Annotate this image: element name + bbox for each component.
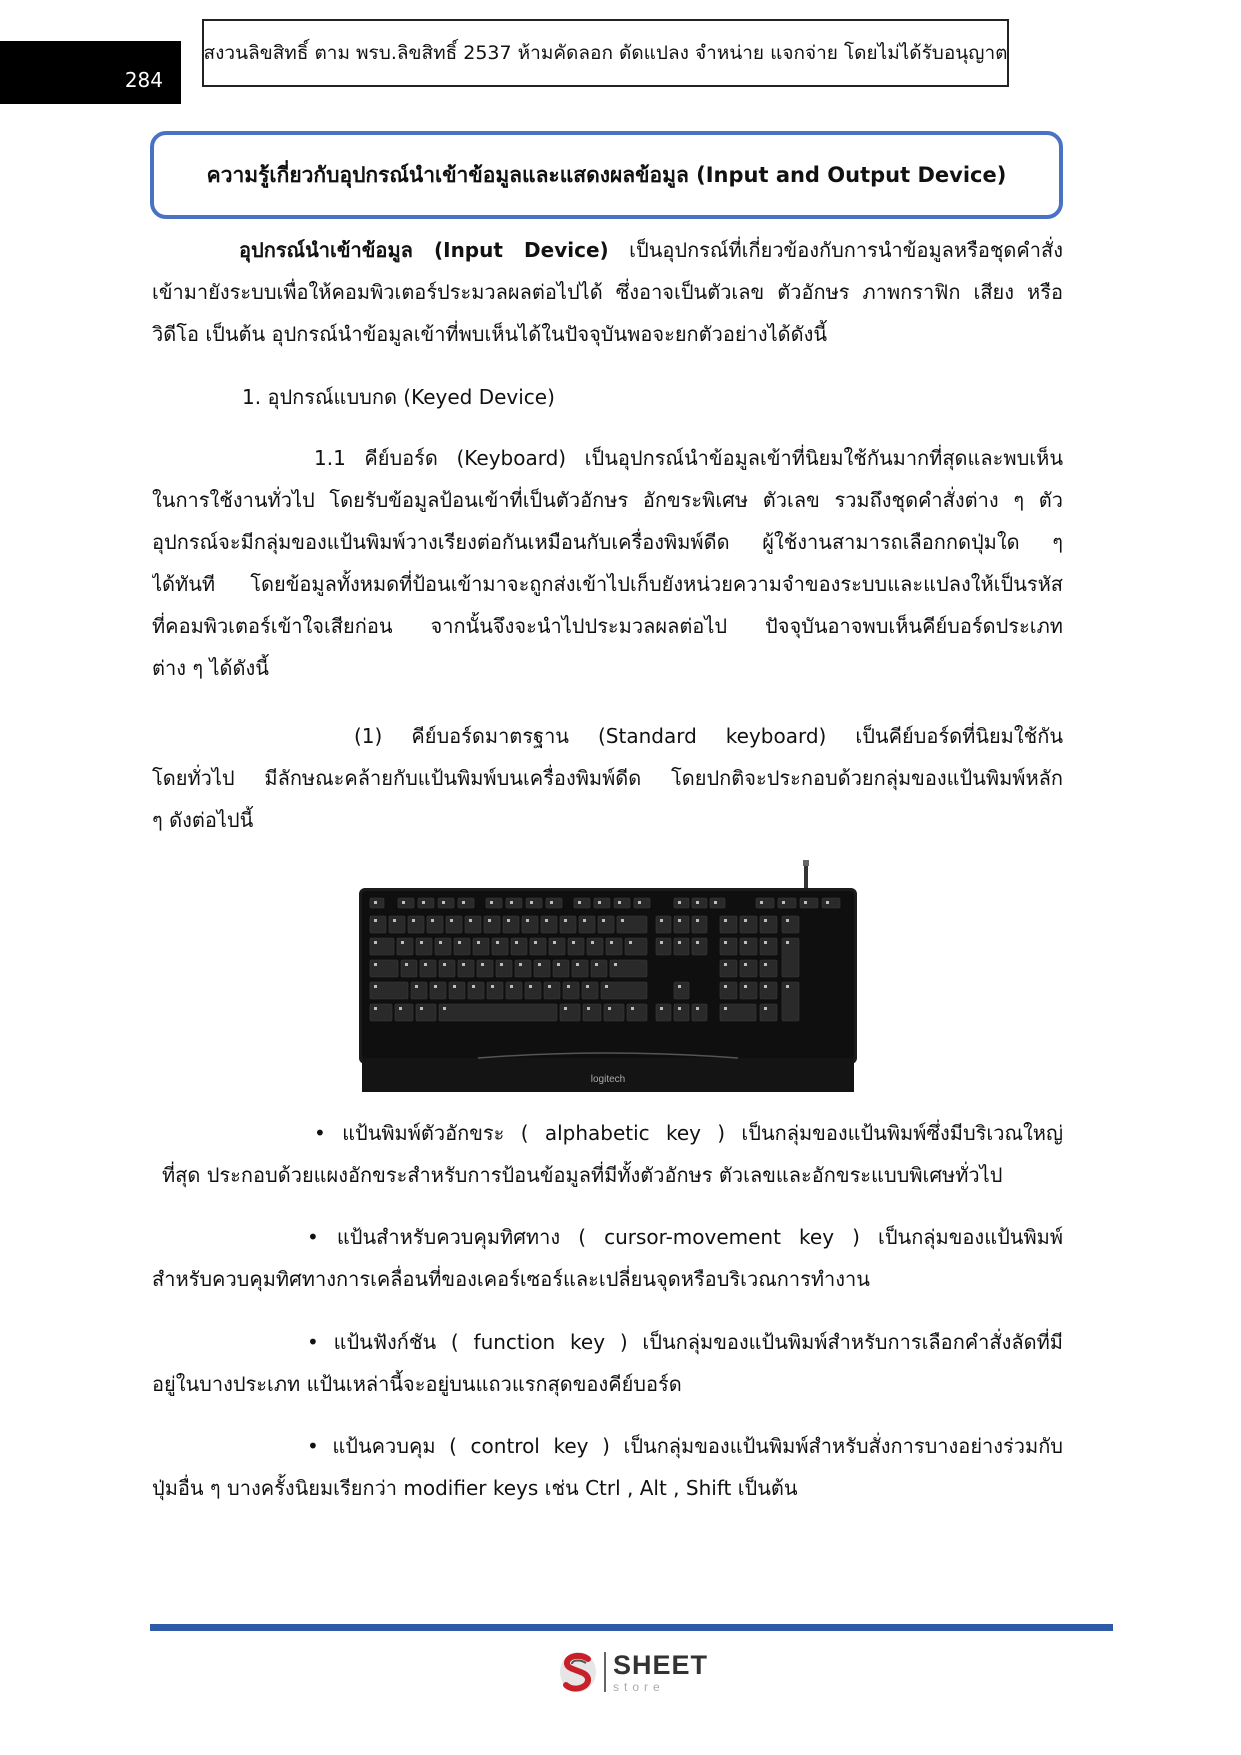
logo-subword: store xyxy=(613,1679,665,1694)
keyboard-key xyxy=(454,938,470,955)
logo-word: SHEET xyxy=(613,1649,709,1680)
key-legend xyxy=(374,919,377,922)
key-legend xyxy=(442,901,445,904)
standard-keyboard-paragraph xyxy=(152,715,1063,841)
key-legend xyxy=(678,941,681,944)
keyboard-key xyxy=(506,898,522,908)
keyboard-key xyxy=(692,938,707,955)
keyboard-key xyxy=(598,916,614,933)
keyboard-key xyxy=(563,982,579,999)
keyboard-illustration xyxy=(358,858,858,1096)
key-legend xyxy=(744,985,747,988)
keyboard-key xyxy=(544,982,560,999)
keyboard-key xyxy=(515,960,531,977)
keyboard-key xyxy=(760,916,777,933)
key-legend xyxy=(415,985,418,988)
keyboard-key xyxy=(435,938,451,955)
keyboard-key xyxy=(587,938,603,955)
key-legend xyxy=(660,919,663,922)
keyboard-key xyxy=(674,1004,689,1021)
key-legend xyxy=(374,1007,377,1010)
keyboard-key xyxy=(530,938,546,955)
keyboard-key xyxy=(560,916,576,933)
keyboard-key xyxy=(468,982,484,999)
key-legend xyxy=(399,1007,402,1010)
key-legend xyxy=(696,901,699,904)
bullet-2-line-2: สำหรับควบคุมทิศทางการเคลื่อนที่ของเคอร์เซอร์และเปลี่ยนจุดหรือบริเวณการทำงาน xyxy=(152,1267,870,1291)
bullet-3-line-2: อยู่ในบางประเภท แป้นเหล่านี้จะอยู่บนแถวแรกสุดของคีย์บอร์ด xyxy=(152,1372,682,1396)
key-legend xyxy=(393,919,396,922)
keyboard-key xyxy=(395,1004,413,1021)
key-legend xyxy=(431,919,434,922)
key-legend xyxy=(583,919,586,922)
key-legend xyxy=(519,963,522,966)
key-legend xyxy=(744,941,747,944)
intro-paragraph xyxy=(152,229,1063,355)
key-legend xyxy=(458,941,461,944)
keyboard-key xyxy=(634,898,650,908)
bullet-control-key xyxy=(152,1425,1063,1509)
intro-line-1-rest: เป็นอุปกรณ์ที่เกี่ยวข้องกับการนำข้อมูลหรือชุดคำสั่ง xyxy=(608,238,1063,262)
key-legend xyxy=(760,901,763,904)
intro-line-1 xyxy=(152,229,1063,271)
key-legend xyxy=(678,919,681,922)
key-legend xyxy=(660,1007,663,1010)
key-legend xyxy=(587,1007,590,1010)
key-legend xyxy=(804,901,807,904)
key-legend xyxy=(515,941,518,944)
keyboard-key xyxy=(625,938,647,955)
key-legend xyxy=(548,985,551,988)
keyboard-key xyxy=(427,916,443,933)
key-legend xyxy=(764,1007,767,1010)
keyboard-key xyxy=(740,960,757,977)
key-legend xyxy=(500,963,503,966)
keyboard-key xyxy=(449,982,465,999)
keyboard-key xyxy=(503,916,519,933)
keyboard-line-4: ได้ทันที โดยข้อมูลทั้งหมดที่ป้อนเข้ามาจะถูกส่งเข้าไปเก็บยังหน่วยความจำของระบบและแปลงให้เป็นรหัส xyxy=(152,572,1063,596)
key-legend xyxy=(530,901,533,904)
key-legend xyxy=(422,901,425,904)
key-legend xyxy=(591,941,594,944)
logo-divider xyxy=(604,1652,606,1692)
key-legend xyxy=(605,985,608,988)
keyboard-key xyxy=(416,938,432,955)
keyboard-key xyxy=(401,960,417,977)
key-legend xyxy=(450,919,453,922)
keyboard-line-5: ที่คอมพิวเตอร์เข้าใจเสียก่อน จากนั้นจึงจะนำไปประมวลผลต่อไป ปัจจุบันอาจพบเห็นคีย์บอร์ดประเภท xyxy=(152,614,1063,638)
key-legend xyxy=(576,963,579,966)
key-legend xyxy=(477,941,480,944)
key-legend xyxy=(420,1007,423,1010)
key-legend xyxy=(374,901,377,904)
keyboard-key xyxy=(591,960,607,977)
keyboard-line-2: ในการใช้งานทั่วไป โดยรับข้อมูลป้อนเข้าที่เป็นตัวอักษร อักขระพิเศษ ตัวเลข รวมถึงชุดคำสั่งต่าง ๆ ตัว xyxy=(152,488,1063,512)
key-legend xyxy=(564,1007,567,1010)
keyboard-key xyxy=(674,982,689,999)
keyboard-key xyxy=(473,938,489,955)
keyboard-key xyxy=(439,1004,557,1021)
key-legend xyxy=(538,963,541,966)
key-legend xyxy=(443,1007,446,1010)
key-legend xyxy=(402,901,405,904)
keyboard-key xyxy=(525,982,541,999)
keyboard-key xyxy=(740,916,757,933)
keyboard-key xyxy=(760,1004,777,1021)
key-legend xyxy=(420,941,423,944)
key-legend xyxy=(374,941,377,944)
key-legend xyxy=(572,941,575,944)
keyboard-key xyxy=(674,916,689,933)
keyboard-key xyxy=(782,938,799,977)
key-legend xyxy=(507,919,510,922)
keyboard-key xyxy=(782,916,799,933)
keyboard-key xyxy=(430,982,446,999)
bullet-4-line-2: ปุ่มอื่น ๆ บางครั้งนิยมเรียกว่า modifier keys เช่น Ctrl , Alt , Shift เป็นต้น xyxy=(152,1476,798,1500)
bullet-alphabetic-key xyxy=(152,1112,1063,1196)
keyboard-key xyxy=(778,898,796,908)
key-legend xyxy=(529,985,532,988)
intro-line-3: วิดีโอ เป็นต้น อุปกรณ์นำข้อมูลเข้าที่พบเห็นได้ในปัจจุบันพอจะยกตัวอย่างได้ดังนี้ xyxy=(152,322,828,346)
keyboard-key xyxy=(487,982,503,999)
keyboard-key xyxy=(389,916,405,933)
keyboard-key xyxy=(370,960,398,977)
key-legend xyxy=(412,919,415,922)
keyboard-key xyxy=(398,898,414,908)
keyboard-key xyxy=(553,960,569,977)
copyright-text: สงวนลิขสิทธิ์ ตาม พรบ.ลิขสิทธิ์ 2537 ห้ามคัดลอก ดัดแปลง จำหน่าย แจกจ่าย โดยไม่ได้รับอนุญาต xyxy=(203,42,1008,64)
section-heading-text: ความรู้เกี่ยวกับอุปกรณ์นำเข้าข้อมูลและแสดงผลข้อมูล (Input and Output Device) xyxy=(206,162,1007,187)
key-legend xyxy=(696,919,699,922)
key-legend xyxy=(696,1007,699,1010)
key-legend xyxy=(453,985,456,988)
keyboard-key xyxy=(560,1004,580,1021)
keyboard-key xyxy=(446,916,462,933)
key-legend xyxy=(469,919,472,922)
key-legend xyxy=(490,901,493,904)
key-legend xyxy=(786,919,789,922)
keyboard-key xyxy=(522,916,538,933)
keyboard-key xyxy=(692,898,707,908)
key-legend xyxy=(638,901,641,904)
key-legend xyxy=(608,1007,611,1010)
keyboard-key xyxy=(656,938,671,955)
keyboard-paragraph xyxy=(152,437,1063,689)
key-legend xyxy=(481,963,484,966)
key-legend xyxy=(724,963,727,966)
keyboard-key xyxy=(370,982,408,999)
page-number: 284 xyxy=(0,41,181,104)
keyboard-line-1: 1.1 คีย์บอร์ด (Keyboard) เป็นอุปกรณ์นำข้อมูลเข้าที่นิยมใช้กันมากที่สุดและพบเห็น xyxy=(314,446,1063,470)
keyboard-key xyxy=(606,938,622,955)
keyboard-key xyxy=(486,898,502,908)
key-legend xyxy=(598,901,601,904)
keyboard-key xyxy=(740,982,757,999)
key-legend xyxy=(488,919,491,922)
key-legend xyxy=(374,963,377,966)
keyboard-key xyxy=(674,938,689,955)
key-legend xyxy=(578,901,581,904)
key-legend xyxy=(595,963,598,966)
keyboard-key xyxy=(692,916,707,933)
key-legend xyxy=(786,941,789,944)
key-legend xyxy=(764,919,767,922)
keyboard-key xyxy=(692,1004,707,1021)
keyboard-key xyxy=(534,960,550,977)
keyboard-key xyxy=(397,938,413,955)
keyboard-key xyxy=(656,916,671,933)
keyboard-key xyxy=(760,960,777,977)
key-legend xyxy=(614,963,617,966)
keyboard-key xyxy=(438,898,454,908)
key-legend xyxy=(678,985,681,988)
key-legend xyxy=(424,963,427,966)
keyboard-key xyxy=(627,1004,647,1021)
bullet-1-line-2: ที่สุด ประกอบด้วยแผงอักขระสำหรับการป้อนข้อมูลที่มีทั้งตัวอักษร ตัวเลขและอักขระแบบพิเศษทั่วไป xyxy=(162,1163,1003,1187)
key-legend xyxy=(534,941,537,944)
keyboard-line-3: อุปกรณ์จะมีกลุ่มของแป้นพิมพ์วางเรียงต่อกันเหมือนกับเครื่องพิมพ์ดีด ผู้ใช้งานสามารถเลือกกดปุ่มใด ๆ xyxy=(152,530,1063,554)
keyboard-key xyxy=(496,960,512,977)
intro-line-2: เข้ามายังระบบเพื่อให้คอมพิวเตอร์ประมวลผลต่อไปได้ ซึ่งอาจเป็นตัวเลข ตัวอักษร ภาพกราฟิก เสียง หรือ xyxy=(152,280,1063,304)
keyboard-key xyxy=(484,916,500,933)
input-device-term: อุปกรณ์นำเข้าข้อมูล (Input Device) xyxy=(239,238,609,262)
key-legend xyxy=(496,941,499,944)
keyboard-key xyxy=(370,938,394,955)
key-legend xyxy=(621,919,624,922)
key-legend xyxy=(714,901,717,904)
keyboard-key xyxy=(656,1004,671,1021)
keyboard-key xyxy=(370,1004,392,1021)
key-legend xyxy=(764,963,767,966)
key-legend xyxy=(472,985,475,988)
keyboard-key xyxy=(526,898,542,908)
standard-line-2: โดยทั่วไป มีลักษณะคล้ายกับแป้นพิมพ์บนเครื่องพิมพ์ดีด โดยปกติจะประกอบด้วยกลุ่มของแป้นพิมพ์หลัก xyxy=(152,766,1063,790)
key-legend xyxy=(510,901,513,904)
keyboard-image xyxy=(358,858,858,1096)
keyboard-key xyxy=(822,898,840,908)
keyboard-key xyxy=(458,898,474,908)
footer-rule xyxy=(150,1624,1113,1631)
keyboard-key xyxy=(420,960,436,977)
key-legend xyxy=(610,941,613,944)
key-legend xyxy=(586,985,589,988)
key-legend xyxy=(439,941,442,944)
keyboard-key xyxy=(546,898,562,908)
key-legend xyxy=(744,963,747,966)
key-legend xyxy=(545,919,548,922)
key-legend xyxy=(618,901,621,904)
key-legend xyxy=(462,963,465,966)
keyboard-key xyxy=(760,982,777,999)
key-legend xyxy=(553,941,556,944)
key-legend xyxy=(782,901,785,904)
key-legend xyxy=(629,941,632,944)
keyboard-key xyxy=(574,898,590,908)
key-legend xyxy=(557,963,560,966)
key-legend xyxy=(443,963,446,966)
section-heading xyxy=(150,131,1063,219)
key-legend xyxy=(764,985,767,988)
item-1-heading-text: 1. อุปกรณ์แบบกด (Keyed Device) xyxy=(242,385,555,409)
copyright-notice xyxy=(202,19,1009,87)
key-legend xyxy=(660,941,663,944)
key-legend xyxy=(724,941,727,944)
key-legend xyxy=(724,919,727,922)
keyboard-key xyxy=(583,1004,601,1021)
keyboard-line-6: ต่าง ๆ ได้ดังนี้ xyxy=(152,656,269,680)
keyboard-key xyxy=(477,960,493,977)
bullet-1-line-1: • แป้นพิมพ์ตัวอักขระ ( alphabetic key ) เป็นกลุ่มของแป้นพิมพ์ซึ่งมีบริเวณใหญ่ xyxy=(314,1121,1063,1145)
key-legend xyxy=(405,963,408,966)
keyboard-key xyxy=(720,938,737,955)
keyboard-key xyxy=(720,960,737,977)
key-legend xyxy=(678,1007,681,1010)
keyboard-key xyxy=(674,898,689,908)
key-legend xyxy=(744,919,747,922)
keyboard-key xyxy=(458,960,474,977)
item-1-heading xyxy=(152,376,1063,418)
key-legend xyxy=(550,901,553,904)
keyboard-key xyxy=(610,960,647,977)
standard-line-1: (1) คีย์บอร์ดมาตรฐาน (Standard keyboard) เป็นคีย์บอร์ดที่นิยมใช้กัน xyxy=(354,724,1063,748)
keyboard-key xyxy=(800,898,818,908)
sheet-store-logo xyxy=(558,1646,738,1698)
bullet-function-key xyxy=(152,1321,1063,1405)
keyboard-key xyxy=(416,1004,436,1021)
key-legend xyxy=(491,985,494,988)
key-legend xyxy=(764,941,767,944)
key-legend xyxy=(462,901,465,904)
keyboard-key xyxy=(411,982,427,999)
key-legend xyxy=(374,985,377,988)
key-legend xyxy=(724,985,727,988)
key-legend xyxy=(631,1007,634,1010)
key-legend xyxy=(678,901,681,904)
keyboard-key xyxy=(418,898,434,908)
key-legend xyxy=(401,941,404,944)
sheet-store-logo-icon xyxy=(558,1649,598,1695)
key-legend xyxy=(786,985,789,988)
keyboard-key xyxy=(740,938,757,955)
key-legend xyxy=(567,985,570,988)
key-legend xyxy=(602,919,605,922)
logo-text xyxy=(613,1649,709,1694)
keyboard-key xyxy=(601,982,647,999)
keyboard-key xyxy=(579,916,595,933)
key-legend xyxy=(724,1007,727,1010)
bullet-4-line-1: • แป้นควบคุม ( control key ) เป็นกลุ่มของแป้นพิมพ์สำหรับสั่งการบางอย่างร่วมกับ xyxy=(307,1434,1063,1458)
key-legend xyxy=(510,985,513,988)
key-legend xyxy=(696,941,699,944)
keyboard-key xyxy=(614,898,630,908)
keyboard-key xyxy=(782,982,799,1021)
keyboard-key xyxy=(370,916,386,933)
key-legend xyxy=(434,985,437,988)
keyboard-key xyxy=(720,916,737,933)
keyboard-key xyxy=(492,938,508,955)
keyboard-key xyxy=(572,960,588,977)
standard-line-3: ๆ ดังต่อไปนี้ xyxy=(152,808,254,832)
keyboard-brand-label: logitech xyxy=(590,1074,626,1085)
key-legend xyxy=(826,901,829,904)
keyboard-key xyxy=(594,898,610,908)
keyboard-key xyxy=(568,938,584,955)
keyboard-key xyxy=(720,982,737,999)
key-legend xyxy=(526,919,529,922)
keyboard-key xyxy=(720,1004,756,1021)
keyboard-key xyxy=(710,898,725,908)
keyboard-key xyxy=(541,916,557,933)
keyboard-key xyxy=(511,938,527,955)
bullet-3-line-1: • แป้นฟังก์ชัน ( function key ) เป็นกลุ่มของแป้นพิมพ์สำหรับการเลือกคำสั่งลัดที่มี xyxy=(307,1330,1063,1354)
keyboard-key xyxy=(465,916,481,933)
keyboard-key xyxy=(756,898,774,908)
bullet-cursor-key xyxy=(152,1216,1063,1300)
keyboard-key xyxy=(408,916,424,933)
keyboard-key xyxy=(506,982,522,999)
keyboard-key xyxy=(549,938,565,955)
bullet-2-line-1: • แป้นสำหรับควบคุมทิศทาง ( cursor-movement key ) เป็นกลุ่มของแป้นพิมพ์ xyxy=(307,1225,1063,1249)
keyboard-key xyxy=(617,916,647,933)
keyboard-key xyxy=(439,960,455,977)
keyboard-key xyxy=(760,938,777,955)
keyboard-key xyxy=(582,982,598,999)
key-legend xyxy=(564,919,567,922)
keyboard-key xyxy=(604,1004,624,1021)
